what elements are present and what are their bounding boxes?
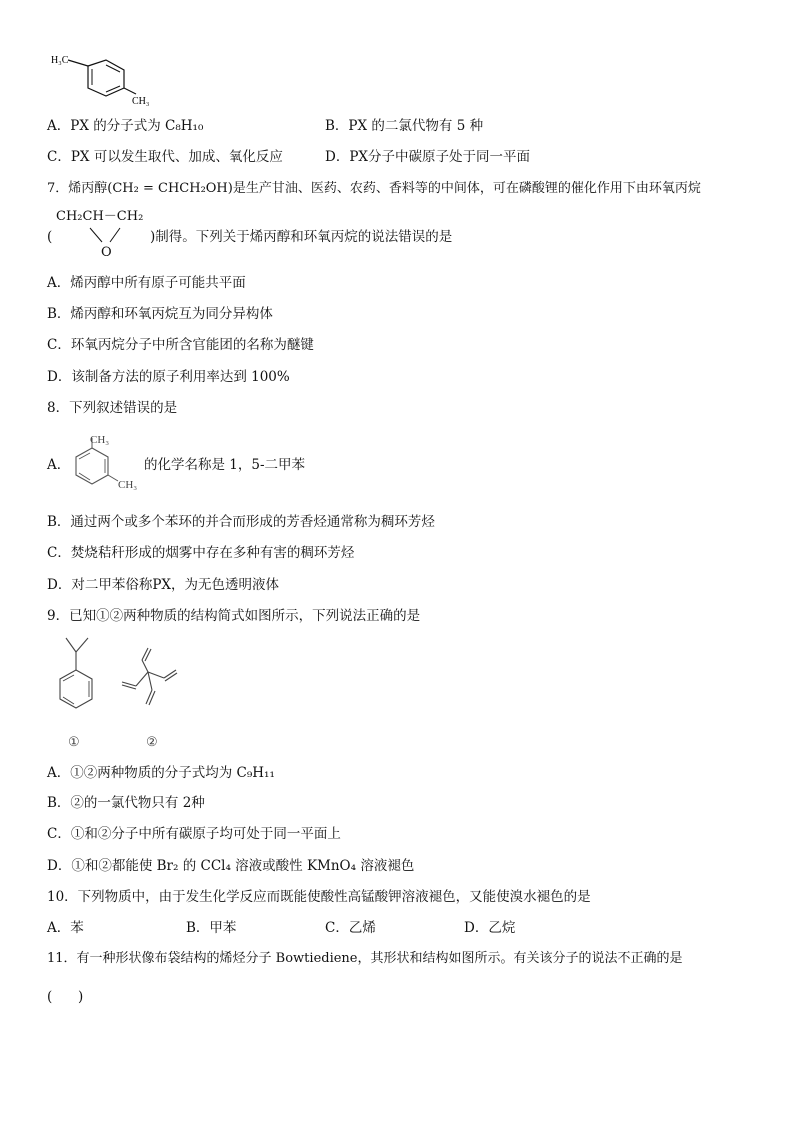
q9-option-c: C．①和②分子中所有碳原子均可处于同一平面上 [47, 826, 341, 842]
q7-option-d: D．该制备方法的原子利用率达到 100% [47, 369, 290, 385]
q8-option-d: D．对二甲苯俗称PX，为无色透明液体 [47, 577, 280, 593]
q7-option-b: B．烯丙醇和环氧丙烷互为同分异构体 [47, 306, 273, 322]
q8-stem: 8．下列叙述错误的是 [47, 400, 178, 416]
q8-option-a-text: 的化学名称是 1，5-二甲苯 [144, 457, 306, 473]
m-xylene-structure [68, 430, 144, 496]
q7-paren-open: ( [47, 229, 53, 245]
q10-option-c: C．乙烯 [325, 920, 376, 936]
q8-option-a-prefix: A． [47, 457, 71, 473]
q8-option-b: B．通过两个或多个苯环的并合而形成的芳香烃通常称为稠环芳烃 [47, 514, 435, 530]
structure-label-1: ① [68, 734, 80, 749]
q10-option-a: A．苯 [47, 920, 84, 936]
q7-formula-oxygen: O [101, 245, 112, 260]
q9-stem: 9．已知①②两种物质的结构简式如图所示，下列说法正确的是 [47, 608, 421, 624]
q9-option-a: A．①②两种物质的分子式均为 C₉H₁₁ [47, 765, 275, 781]
methyl-label-lower: CH₃ [118, 479, 138, 491]
q11-stem: 11．有一种形状像布袋结构的烯烃分子 Bowtiediene，其形状和结构如图所示。有关该分子的说法不正确的是 [47, 951, 683, 966]
q11-answer-paren: ( ) [47, 989, 84, 1005]
q10-option-b: B．甲苯 [186, 920, 237, 936]
q6-option-a: A．PX 的分子式为 C₈H₁₀ [47, 118, 204, 134]
methyl-label-upper: CH₃ [90, 434, 110, 446]
q7-formula-top: CH₂CH－CH₂ [56, 209, 144, 224]
q7-option-a: A．烯丙醇中所有原子可能共平面 [47, 275, 246, 291]
q6-option-d: D．PX分子中碳原子处于同一平面 [325, 149, 531, 165]
q10-option-d: D．乙烷 [464, 920, 516, 936]
methyl-label-top: H₃C [51, 55, 69, 66]
methyl-label-bottom: CH₃ [132, 96, 150, 107]
q7-stem: 7．烯丙醇(CH₂ = CHCH₂OH)是生产甘油、医药、农药、香料等的中间体，可在磷酸锂的催化作用下由环氧丙烷 [47, 181, 701, 196]
p-xylene-structure [44, 48, 164, 110]
q9-option-b: B．②的一氯代物只有 2种 [47, 795, 205, 811]
q9-option-d: D．①和②都能使 Br₂ 的 CCl₄ 溶液或酸性 KMnO₄ 溶液褪色 [47, 858, 415, 874]
q6-option-b: B．PX 的二氯代物有 5 种 [325, 118, 484, 134]
q7-option-c: C．环氧丙烷分子中所含官能团的名称为醚键 [47, 337, 314, 353]
q9-structures [52, 634, 202, 754]
q7-stem-continued: )制得。下列关于烯丙醇和环氧丙烷的说法错误的是 [150, 229, 453, 245]
q8-option-c: C．焚烧秸秆形成的烟雾中存在多种有害的稠环芳烃 [47, 545, 355, 561]
q6-option-c: C．PX 可以发生取代、加成、氧化反应 [47, 149, 283, 165]
q10-stem: 10．下列物质中，由于发生化学反应而既能使酸性高锰酸钾溶液褪色，又能使溴水褪色的是 [47, 889, 591, 905]
structure-label-2: ② [146, 734, 158, 749]
